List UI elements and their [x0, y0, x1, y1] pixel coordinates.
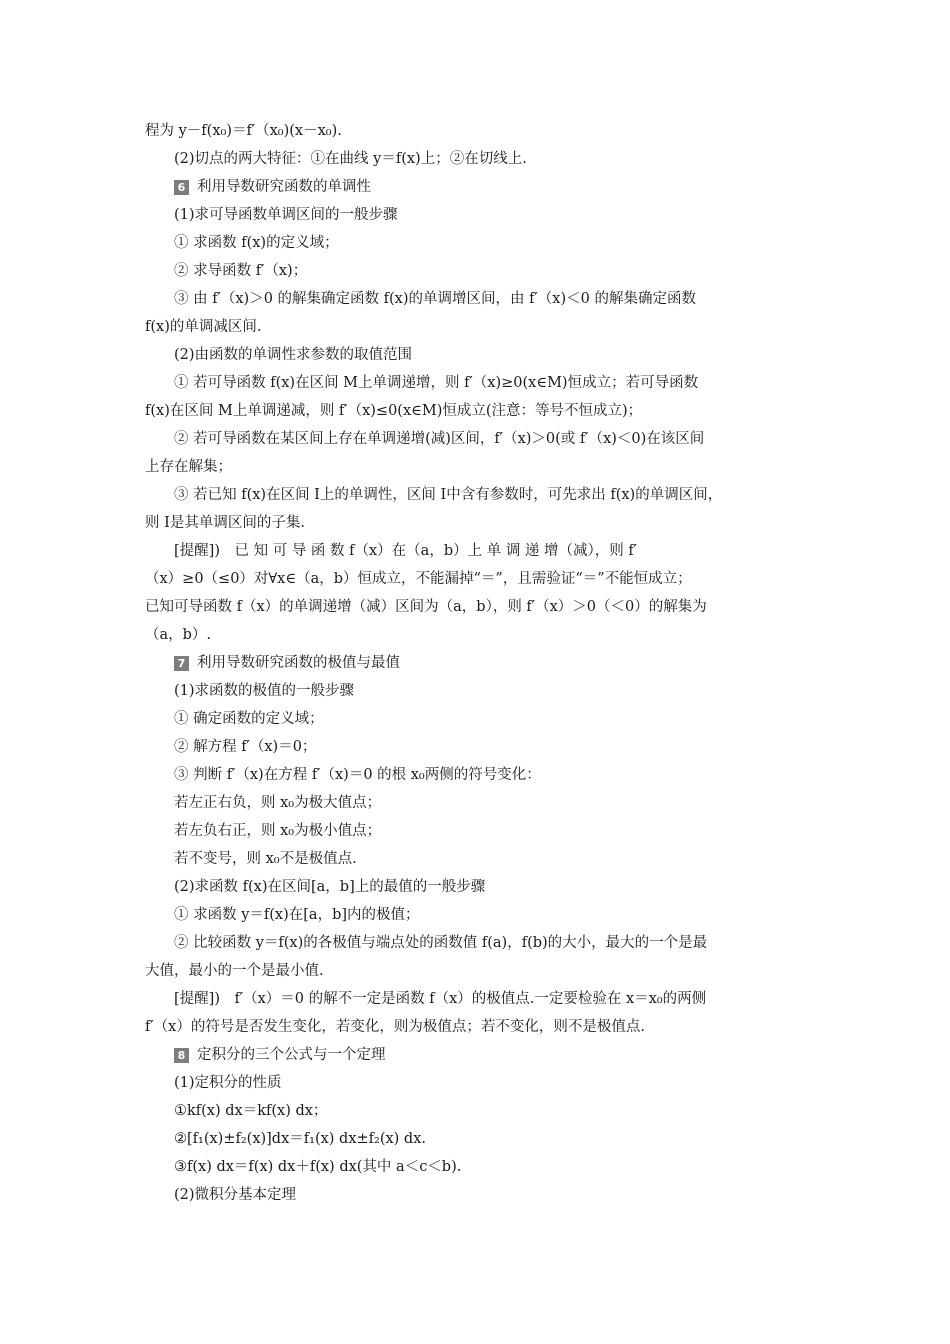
text-line: （a，b）. — [145, 627, 212, 643]
text-line: 若左正右负，则 x₀为极大值点； — [174, 795, 382, 811]
text-line: ②[f₁(x)±f₂(x)]dx＝f₁(x) dx±f₂(x) dx. — [174, 1131, 427, 1147]
text-line: (2)求函数 f(x)在区间[a，b]上的最值的一般步骤 — [174, 879, 486, 895]
text-line: ③ 若已知 f(x)在区间 I上的单调性，区间 I中含有参数时，可先求出 f(x)的单调区间， — [174, 487, 723, 503]
text-line: (2)由函数的单调性求参数的取值范围 — [174, 347, 413, 363]
text-line: ① 求函数 f(x)的定义域； — [174, 235, 339, 251]
section-title: 定积分的三个公式与一个定理 — [197, 1047, 386, 1063]
section-heading-6 — [174, 177, 371, 197]
text-line: 若不变号，则 x₀不是极值点. — [174, 851, 357, 867]
text-line: (2)微积分基本定理 — [174, 1187, 297, 1203]
text-line: ② 比较函数 y＝f(x)的各极值与端点处的函数值 f(a)，f(b)的大小，最大的一个是最 — [174, 935, 708, 951]
text-line: f(x)在区间 M上单调递减，则 f′（x)≤0(x∈M)恒成立(注意：等号不恒成立)； — [145, 403, 643, 419]
text-line: ② 解方程 f′（x)＝0； — [174, 739, 317, 755]
text-line: ① 确定函数的定义域； — [174, 711, 324, 727]
section-heading-7 — [174, 653, 400, 673]
text-line: (1)求函数的极值的一般步骤 — [174, 683, 355, 699]
text-line: f′（x）的符号是否发生变化，若变化，则为极值点；若不变化，则不是极值点. — [145, 1019, 645, 1035]
text-line: 上存在解集； — [145, 459, 232, 475]
section-title: 利用导数研究函数的极值与最值 — [197, 655, 400, 671]
text-line: [提醒]) f′（x）＝0 的解不一定是函数 f（x）的极值点.一定要检验在 x＝x₀的两侧 — [174, 991, 707, 1007]
text-line: ① 求函数 y＝f(x)在[a，b]内的极值； — [174, 907, 420, 923]
text-line: f(x)的单调减区间. — [145, 319, 262, 335]
text-line: ② 求导函数 f′（x)； — [174, 263, 308, 279]
text-line: 若左负右正，则 x₀为极小值点； — [174, 823, 382, 839]
text-line: [提醒]) 已 知 可 导 函 数 f（x）在（a，b）上 单 调 递 增（减），则 f′ — [174, 543, 638, 559]
text-line: 已知可导函数 f（x）的单调递增（减）区间为（a，b），则 f′（x）＞0（＜0）的解集为 — [145, 599, 707, 615]
text-line: ① 若可导函数 f(x)在区间 M上单调递增，则 f′（x)≥0(x∈M)恒成立；若可导函数 — [174, 375, 699, 391]
text-line: ② 若可导函数在某区间上存在单调递增(减)区间，f′（x)＞0(或 f′（x)＜0)在该区间 — [174, 431, 705, 447]
text-line: ③f(x) dx＝f(x) dx＋f(x) dx(其中 a＜c＜b). — [174, 1159, 462, 1175]
text-line: (2)切点的两大特征：①在曲线 y＝f(x)上；②在切线上. — [174, 151, 527, 167]
section-title: 利用导数研究函数的单调性 — [197, 179, 371, 195]
section-number-badge: 6 — [174, 180, 189, 195]
text-line: （x）≥0（≤0）对∀x∈（a，b）恒成立，不能漏掉“＝”，且需验证“＝”不能恒成立； — [145, 571, 692, 587]
section-number-badge: 7 — [174, 656, 189, 671]
text-line: 程为 y－f(x₀)＝f′（x₀)(x－x₀). — [145, 123, 342, 139]
section-heading-8 — [174, 1045, 386, 1065]
text-line: (1)求可导函数单调区间的一般步骤 — [174, 207, 398, 223]
text-line: 则 I是其单调区间的子集. — [145, 515, 305, 531]
text-line: (1)定积分的性质 — [174, 1075, 282, 1091]
section-number-badge: 8 — [174, 1048, 189, 1063]
text-line: ①kf(x) dx＝kf(x) dx； — [174, 1103, 328, 1119]
text-line: ③ 由 f′（x)＞0 的解集确定函数 f(x)的单调增区间，由 f′（x)＜0 的解集确定函数 — [174, 291, 696, 307]
text-line: ③ 判断 f′（x)在方程 f′（x)＝0 的根 x₀两侧的符号变化： — [174, 767, 541, 783]
text-line: 大值，最小的一个是最小值. — [145, 963, 324, 979]
